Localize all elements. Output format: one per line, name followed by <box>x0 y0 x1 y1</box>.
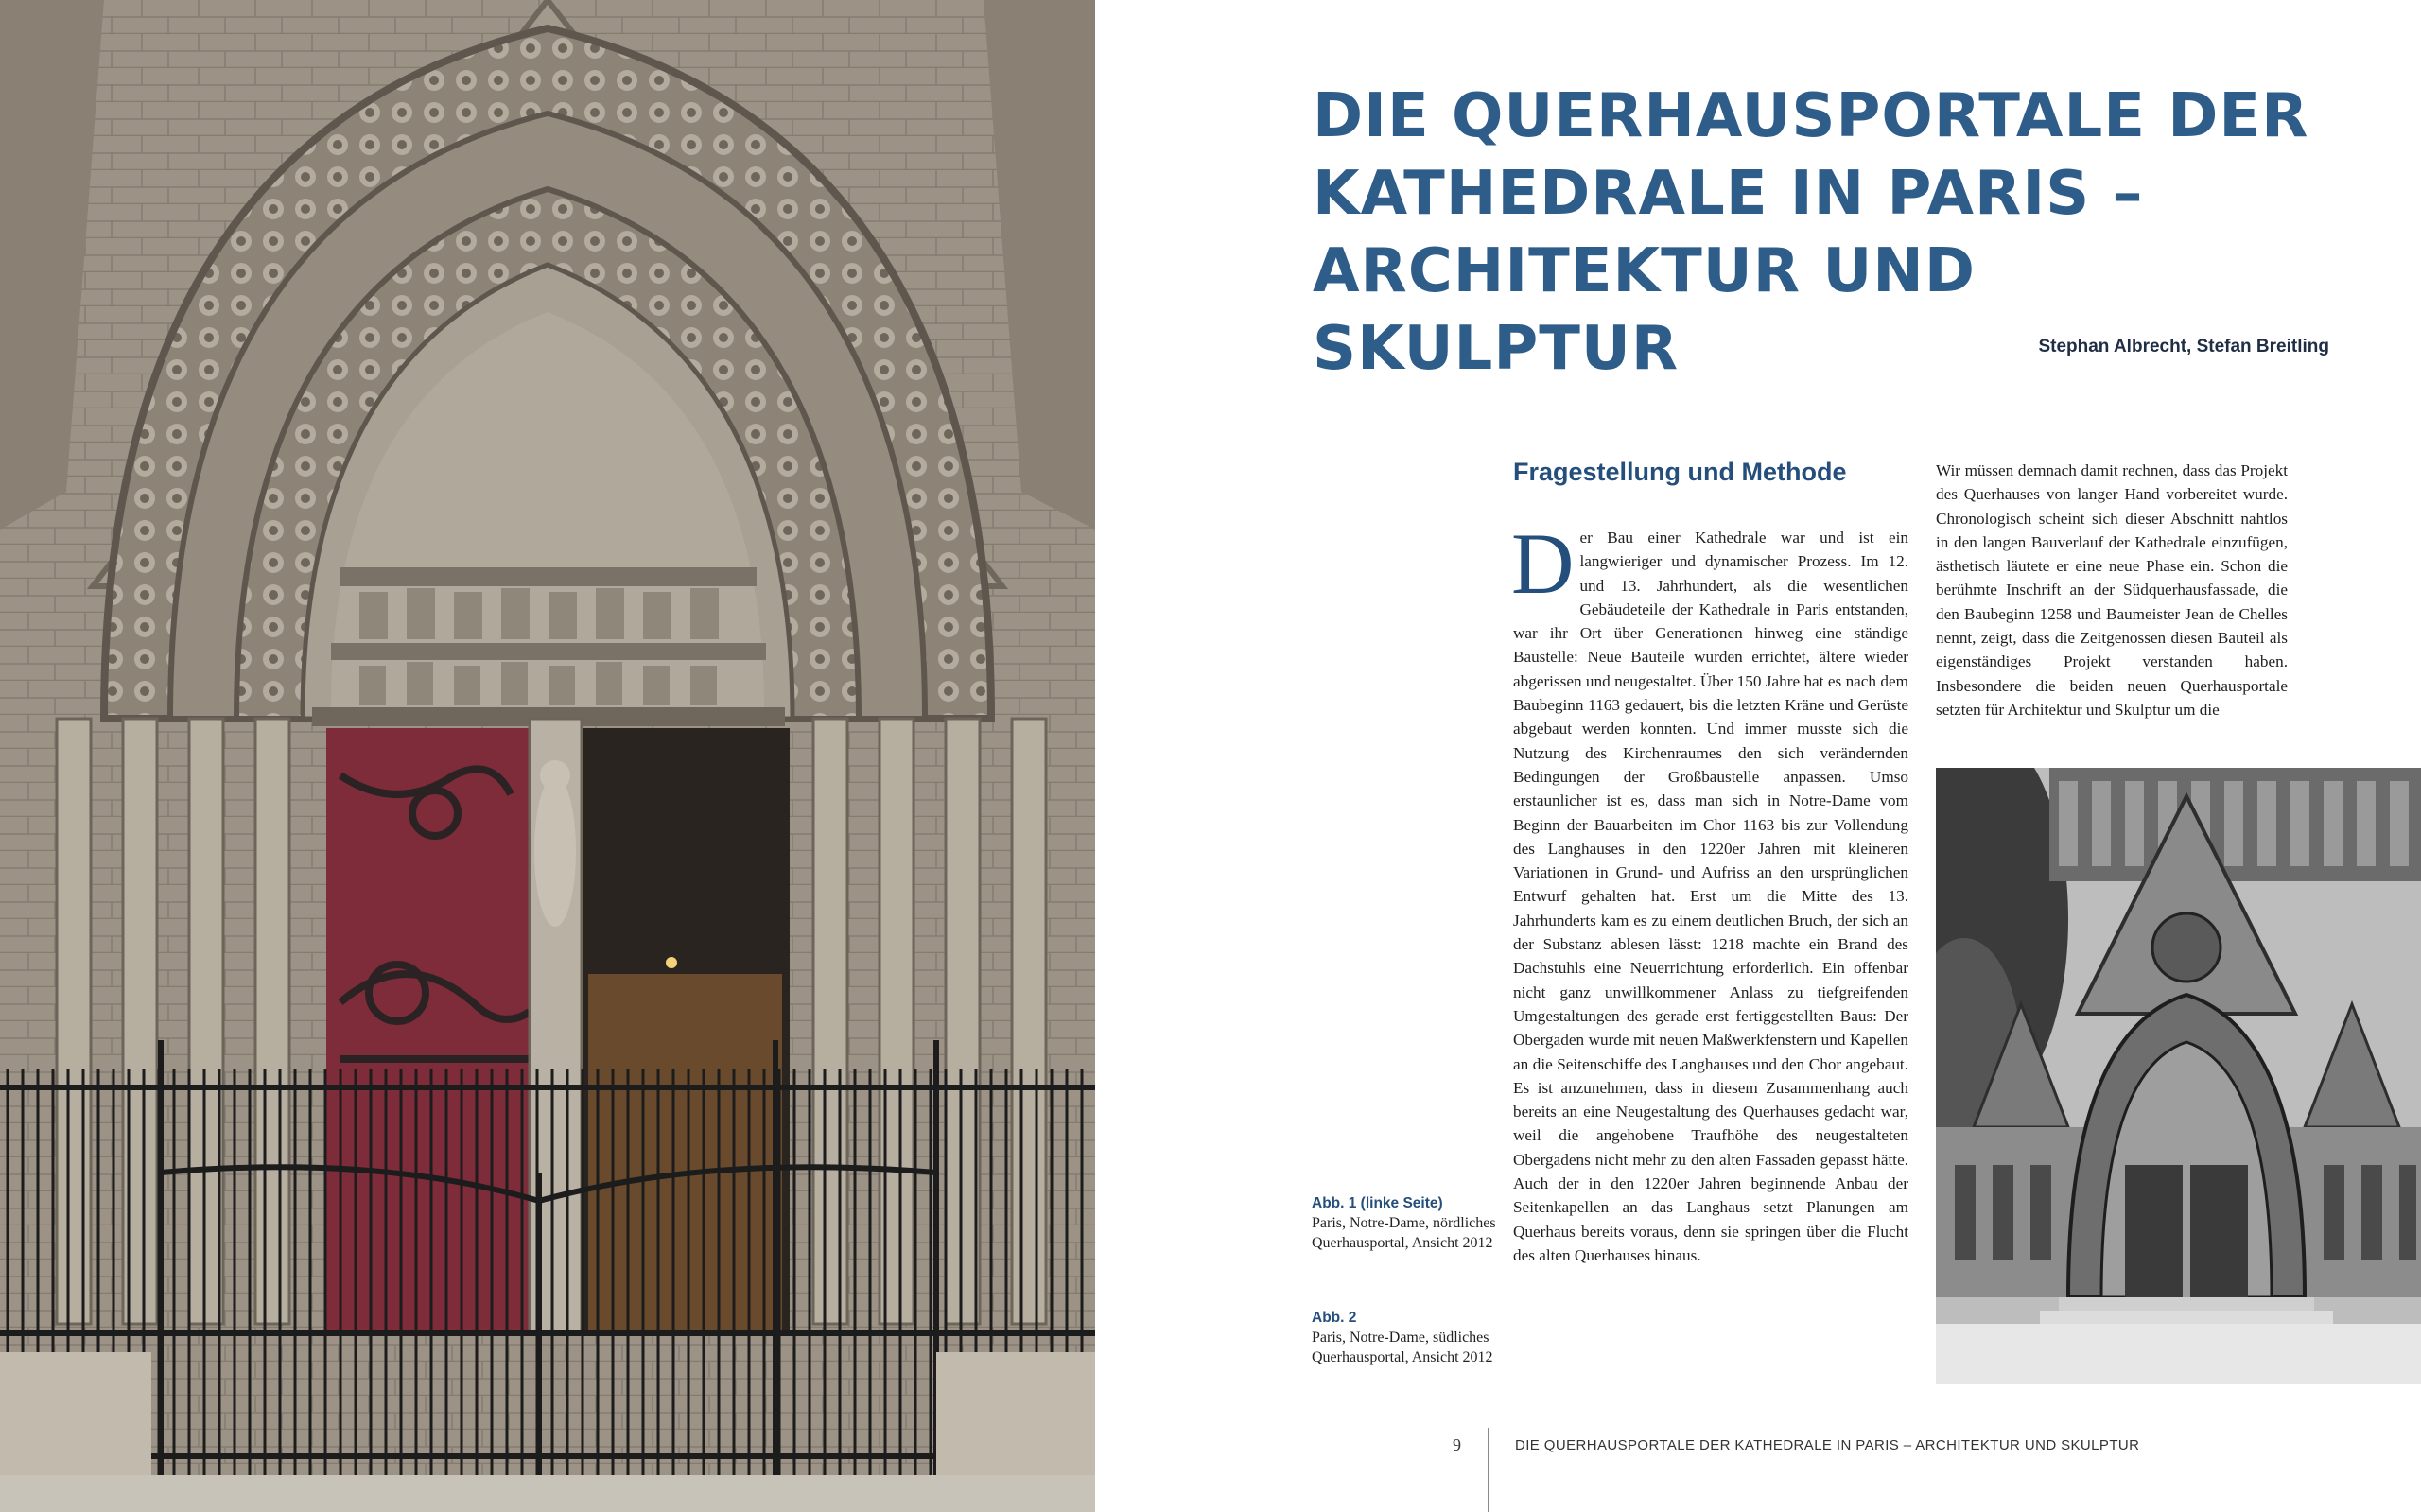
chapter-title-line-3: ARCHITEKTUR UND SKULPTUR <box>1313 236 1976 384</box>
portal-photo-north <box>0 0 1095 1512</box>
figure-caption-2 <box>1312 1308 1501 1367</box>
chapter-title-line-2: KATHEDRALE IN PARIS – <box>1313 159 2144 229</box>
figure-caption-2-label: Abb. 2 <box>1312 1310 1357 1326</box>
page-number: 9 <box>1453 1435 1461 1454</box>
portal-illustration-bw <box>1936 768 2421 1384</box>
portal-photo-south <box>1936 768 2421 1384</box>
portal-illustration <box>0 0 1095 1512</box>
body-column-left <box>1511 515 1908 1267</box>
running-head: DIE QUERHAUSPORTALE DER KATHEDRALE IN PARIS – ARCHITEKTUR UND SKULPTUR <box>1515 1437 2140 1453</box>
footer-divider <box>1488 1428 1489 1512</box>
figure-caption-1 <box>1312 1193 1501 1253</box>
figure-caption-2-text: Paris, Notre-Dame, südliches Querhausportal, Ansicht 2012 <box>1312 1330 1493 1365</box>
body-column-right <box>1936 459 2288 721</box>
section-heading: Fragestellung und Methode <box>1513 458 1847 486</box>
body-text-left: er Bau einer Kathedrale war und ist ein langwieriger und dynamischer Prozess. Im 12. und 13. Jahrhundert, als die wesentlichen Gebäudeteile der Kathedrale in Paris entstanden, war ihr Ort über Generationen hinweg eine ständige Baustelle: Neue Bauteile wurden errichtet, ältere wieder abgerissen und neugestaltet. Über 150 Jahre hat es nach dem Baubeginn 1163 gedauert, bis die letzten Kräne und Gerüste abgebaut werden konnten. Und immer musste sich die Nutzung des Kirchenraumes den sich verändernden Bedingungen der Großbaustelle anpassen. Umso erstaunlicher ist es, dass man sich in Notre-Dame vom Beginn der Bauarbeiten im Chor 1163 bis zur Vollendung des Langhauses in den 1220er Jahren mit kleineren Variationen in Grund- und Aufriss an den ursprünglichen Entwurf gehalten hat. Erst um die Mitte des 13. Jahrhunderts kam es zu einem deutlichen Bruch, der sich an der Substanz ablesen lässt: 1218 machte ein Brand des Dachstuhls eine Neuerrichtung erforderlich. Ein offenbar nicht ganz unwillkommener Anlass zu tiefgreifenden Umgestaltungen des gerade erst fertiggestellten Baus: Der Obergaden wurde mit neuen Maßwerkfenstern und Kapellen an die Seitenschiffe des Langhauses und den Chor angebaut. Es ist anzunehmen, dass in diesem Zusammenhang auch bereits an eine Neugestaltung des Querhauses gedacht war, weil die angehobene Traufhöhe des neugestalteten Obergadens nicht mehr zu den alten Fassaden gepasst hätte. Auch der in den 1220er Jahren beginnende Anbau der Seitenkapellen an das Langhaus setzt Planungen am Querhaus bereits voraus, denn sie springen über die Flucht des alten Querhauses hinaus. <box>1513 529 1908 1264</box>
chapter-title-line-1: DIE QUERHAUSPORTALE DER <box>1313 81 2309 151</box>
figure-caption-1-label: Abb. 1 (linke Seite) <box>1312 1195 1443 1211</box>
body-text-right: Wir müssen demnach damit rechnen, dass das Projekt des Querhauses von langer Hand vorbereitet wurde. Chronologisch scheint sich dieser Abschnitt nahtlos in den langen Bauverlauf der Kathedrale einzufügen, ästhetisch läutete er eine neue Phase ein. Schon die berühmte Inschrift an der Südquerhausfassade, die den Baubeginn 1258 und Baumeister Jean de Chelles nennt, zeigt, dass die Zeitgenossen diesen Bauteil als eigenständiges Projekt verstanden haben. Insbesondere die beiden neuen Querhausportale setzten für Architektur und Skulptur um die <box>1936 461 2288 719</box>
authors: Stephan Albrecht, Stefan Breitling <box>2038 337 2329 356</box>
drop-cap: D <box>1511 515 1575 612</box>
figure-caption-1-text: Paris, Notre-Dame, nördliches Querhausportal, Ansicht 2012 <box>1312 1215 1496 1251</box>
